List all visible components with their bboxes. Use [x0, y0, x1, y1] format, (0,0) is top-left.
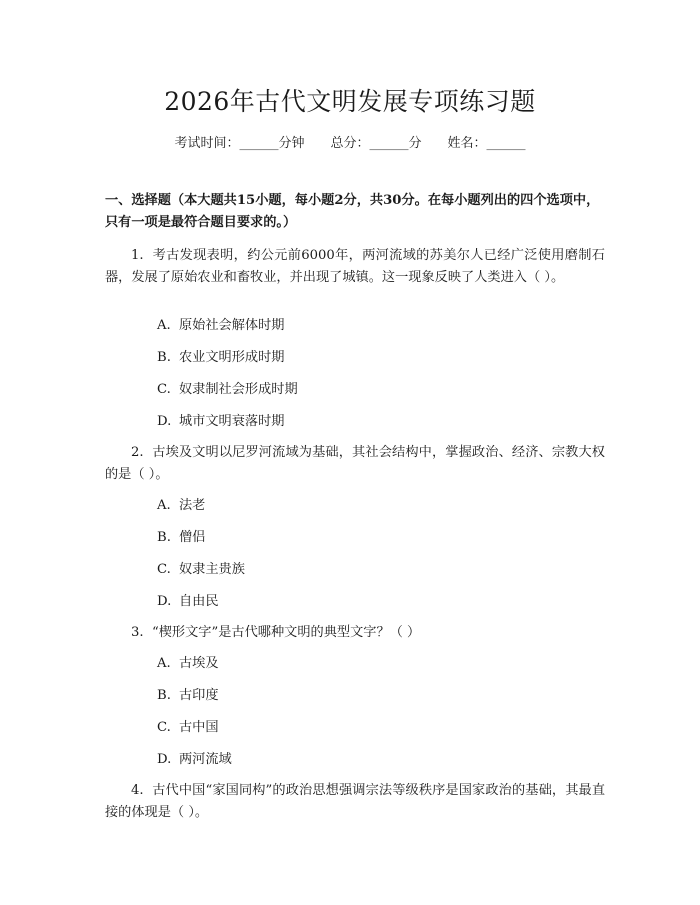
question-text: 古代中国“家国同构”的政治思想强调宗法等级秩序是国家政治的基础，其最直接的体现是（ ）。	[105, 783, 606, 820]
question-number: 4.	[131, 783, 144, 798]
question-number: 1.	[131, 248, 144, 263]
question-number: 2.	[131, 445, 144, 460]
option-1c[interactable]: C. 奴隶制社会形成时期	[157, 382, 298, 397]
exam-meta-line: 考试时间：______分钟 总分：______分 姓名：______	[174, 136, 526, 151]
question-3	[105, 622, 605, 644]
question-text: 古埃及文明以尼罗河流域为基础，其社会结构中，掌握政治、经济、宗教大权的是（ ）。	[105, 445, 605, 482]
option-2c[interactable]: C. 奴隶主贵族	[157, 562, 245, 577]
option-3b[interactable]: B. 古印度	[157, 688, 219, 703]
option-1a[interactable]: A. 原始社会解体时期	[157, 318, 285, 333]
question-text: 考古发现表明，约公元前6000年，两河流域的苏美尔人已经广泛使用磨制石器，发展了原始农业和畜牧业，并出现了城镇。这一现象反映了人类进入（ ）。	[105, 248, 605, 285]
page-title: 2026年古代文明发展专项练习题	[164, 87, 536, 116]
option-2d[interactable]: D. 自由民	[157, 594, 219, 609]
option-3a[interactable]: A. 古埃及	[157, 656, 219, 671]
question-text: “楔形文字”是古代哪种文明的典型文字？（ ）	[151, 625, 421, 640]
question-2	[105, 442, 605, 486]
option-3c[interactable]: C. 古中国	[157, 720, 219, 735]
option-3d[interactable]: D. 两河流域	[157, 752, 232, 767]
option-2a[interactable]: A. 法老	[157, 498, 206, 513]
question-4	[105, 780, 605, 824]
option-1b[interactable]: B. 农业文明形成时期	[157, 350, 285, 365]
question-1	[105, 245, 605, 289]
option-1d[interactable]: D. 城市文明衰落时期	[157, 414, 285, 429]
option-2b[interactable]: B. 僧侣	[157, 530, 206, 545]
section-heading: 一、选择题（本大题共15小题，每小题2分，共30分。在每小题列出的四个选项中，只有一项是最符合题目要求的。）	[105, 193, 600, 230]
question-number: 3.	[131, 625, 144, 640]
